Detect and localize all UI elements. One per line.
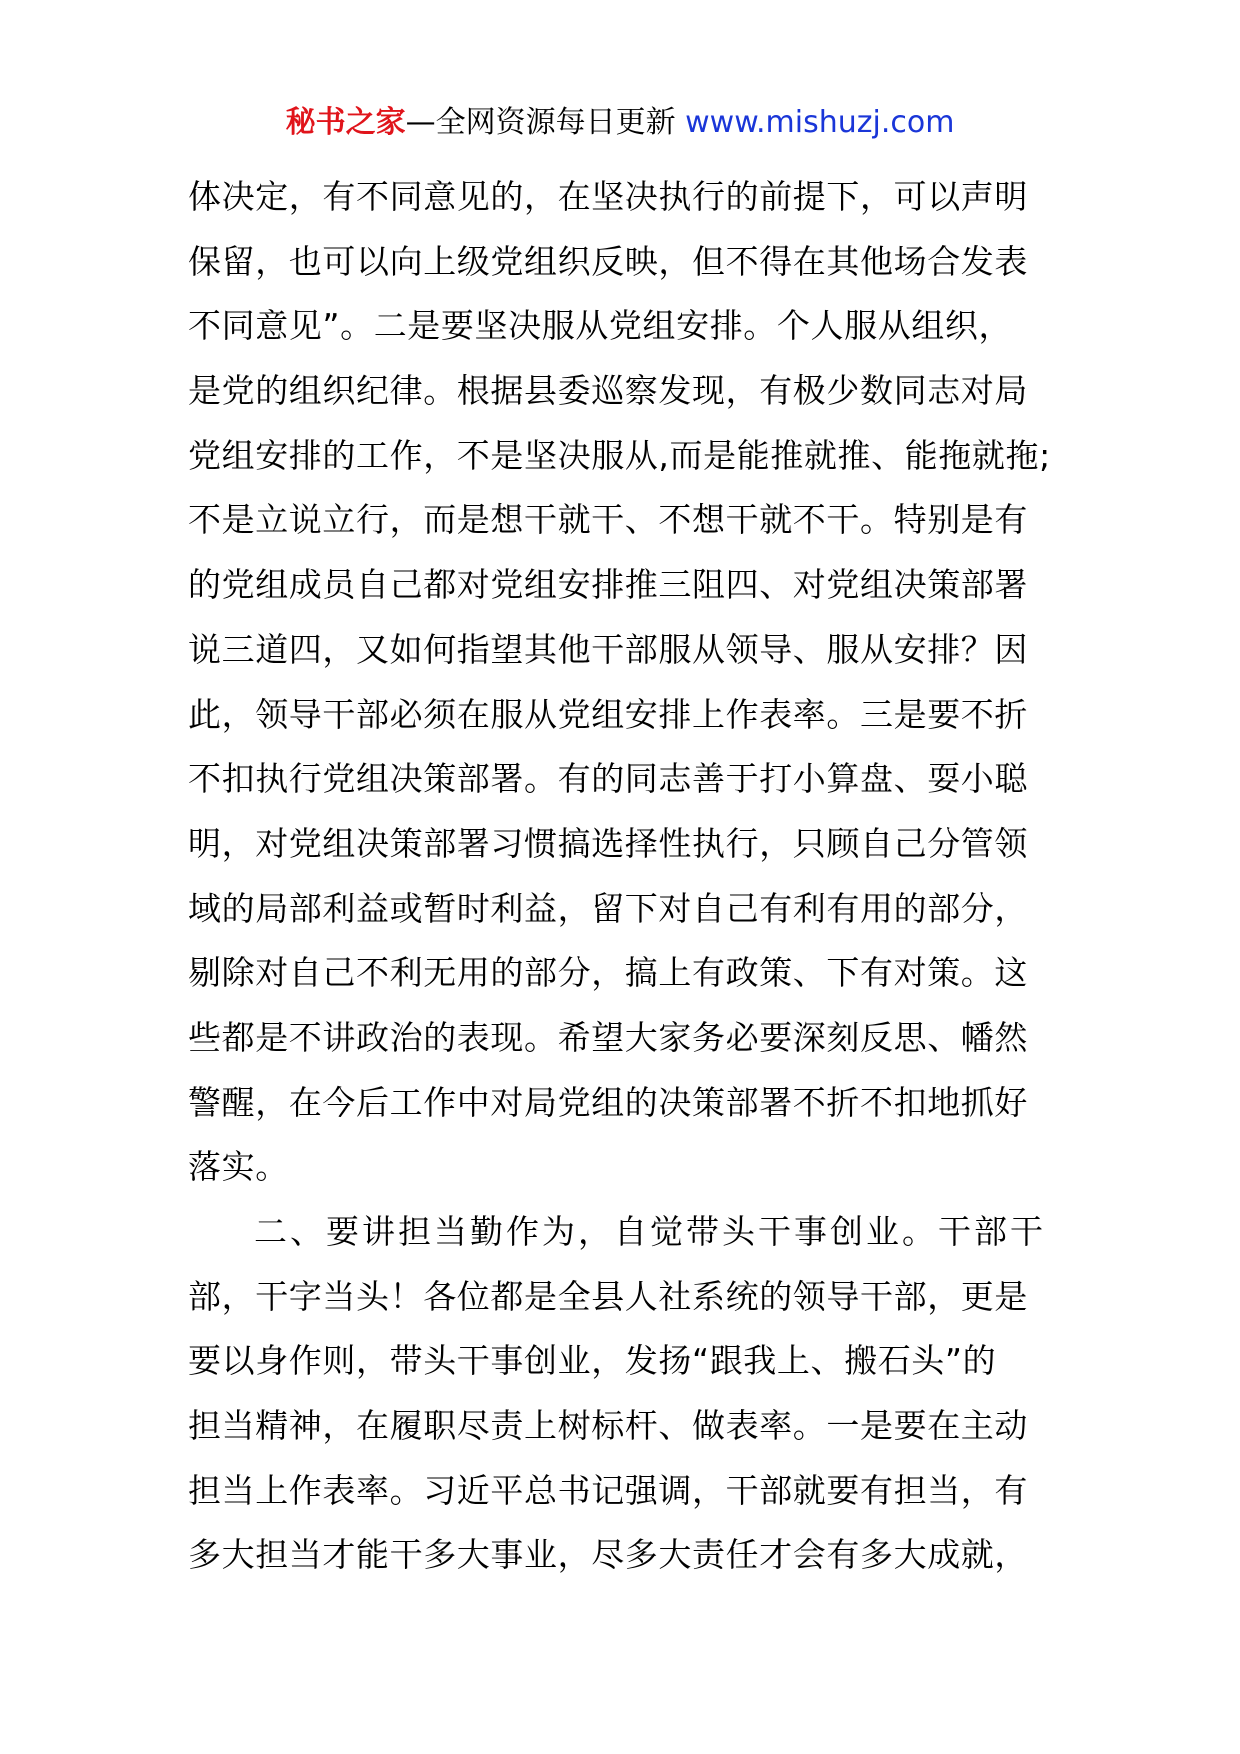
header-slogan: —全网资源每日更新 <box>405 105 686 140</box>
text-line: 警醒，在今后工作中对局党组的决策部署不折不扣地抓好 <box>188 1082 1028 1122</box>
text-line: 多大担当才能干多大事业，尽多大责任才会有多大成就， <box>188 1535 1028 1575</box>
text-line: 担当上作表率。习近平总书记强调，干部就要有担当，有 <box>188 1470 1028 1510</box>
text-line: 域的局部利益或暂时利益，留下对自己有利有用的部分， <box>188 888 1028 928</box>
text-line: 明，对党组决策部署习惯搞选择性执行，只顾自己分管领 <box>188 823 1028 863</box>
page-header <box>0 103 1240 143</box>
text-line: 担当精神，在履职尽责上树标杆、做表率。一是要在主动 <box>188 1406 1028 1446</box>
text-line: 落实。 <box>188 1147 289 1187</box>
text-line: 此，领导干部必须在服从党组安排上作表率。三是要不折 <box>188 694 1028 734</box>
header-site-link[interactable]: www.mishuzj.com <box>685 105 955 140</box>
text-line: 不是立说立行，而是想干就干、不想干就不干。特别是有 <box>188 500 1028 540</box>
text-line: 剔除对自己不利无用的部分，搞上有政策、下有对策。这 <box>188 953 1028 993</box>
text-line: 部，干字当头！各位都是全县人社系统的领导干部，更是 <box>188 1276 1028 1316</box>
text-line: 不同意见”。二是要坚决服从党组安排。个人服从组织， <box>188 306 1013 346</box>
text-line: 些都是不讲政治的表现。希望大家务必要深刻反思、幡然 <box>188 1017 1028 1057</box>
text-line: 说三道四，又如何指望其他干部服从领导、服从安排？因 <box>188 629 1028 669</box>
text-line: 是党的组织纪律。根据县委巡察发现，有极少数同志对局 <box>188 371 1028 411</box>
text-line: 不扣执行党组决策部署。有的同志善于打小算盘、耍小聪 <box>188 759 1028 799</box>
document-body <box>188 165 1058 1588</box>
text-line: 的党组成员自己都对党组安排推三阻四、对党组决策部署 <box>188 565 1028 605</box>
text-line: 党组安排的工作，不是坚决服从,而是能推就推、能拖就拖; <box>188 435 1051 475</box>
text-line: 保留，也可以向上级党组织反映，但不得在其他场合发表 <box>188 241 1028 281</box>
header-brand: 秘书之家 <box>285 105 406 140</box>
text-line: 要以身作则，带头干事创业，发扬“跟我上、搬石头”的 <box>188 1341 997 1381</box>
text-line: 体决定，有不同意见的，在坚决执行的前提下，可以声明 <box>188 177 1028 216</box>
section-heading-line: 二、要讲担当勤作为，自觉带头干事创业。干部干 <box>254 1212 1046 1251</box>
